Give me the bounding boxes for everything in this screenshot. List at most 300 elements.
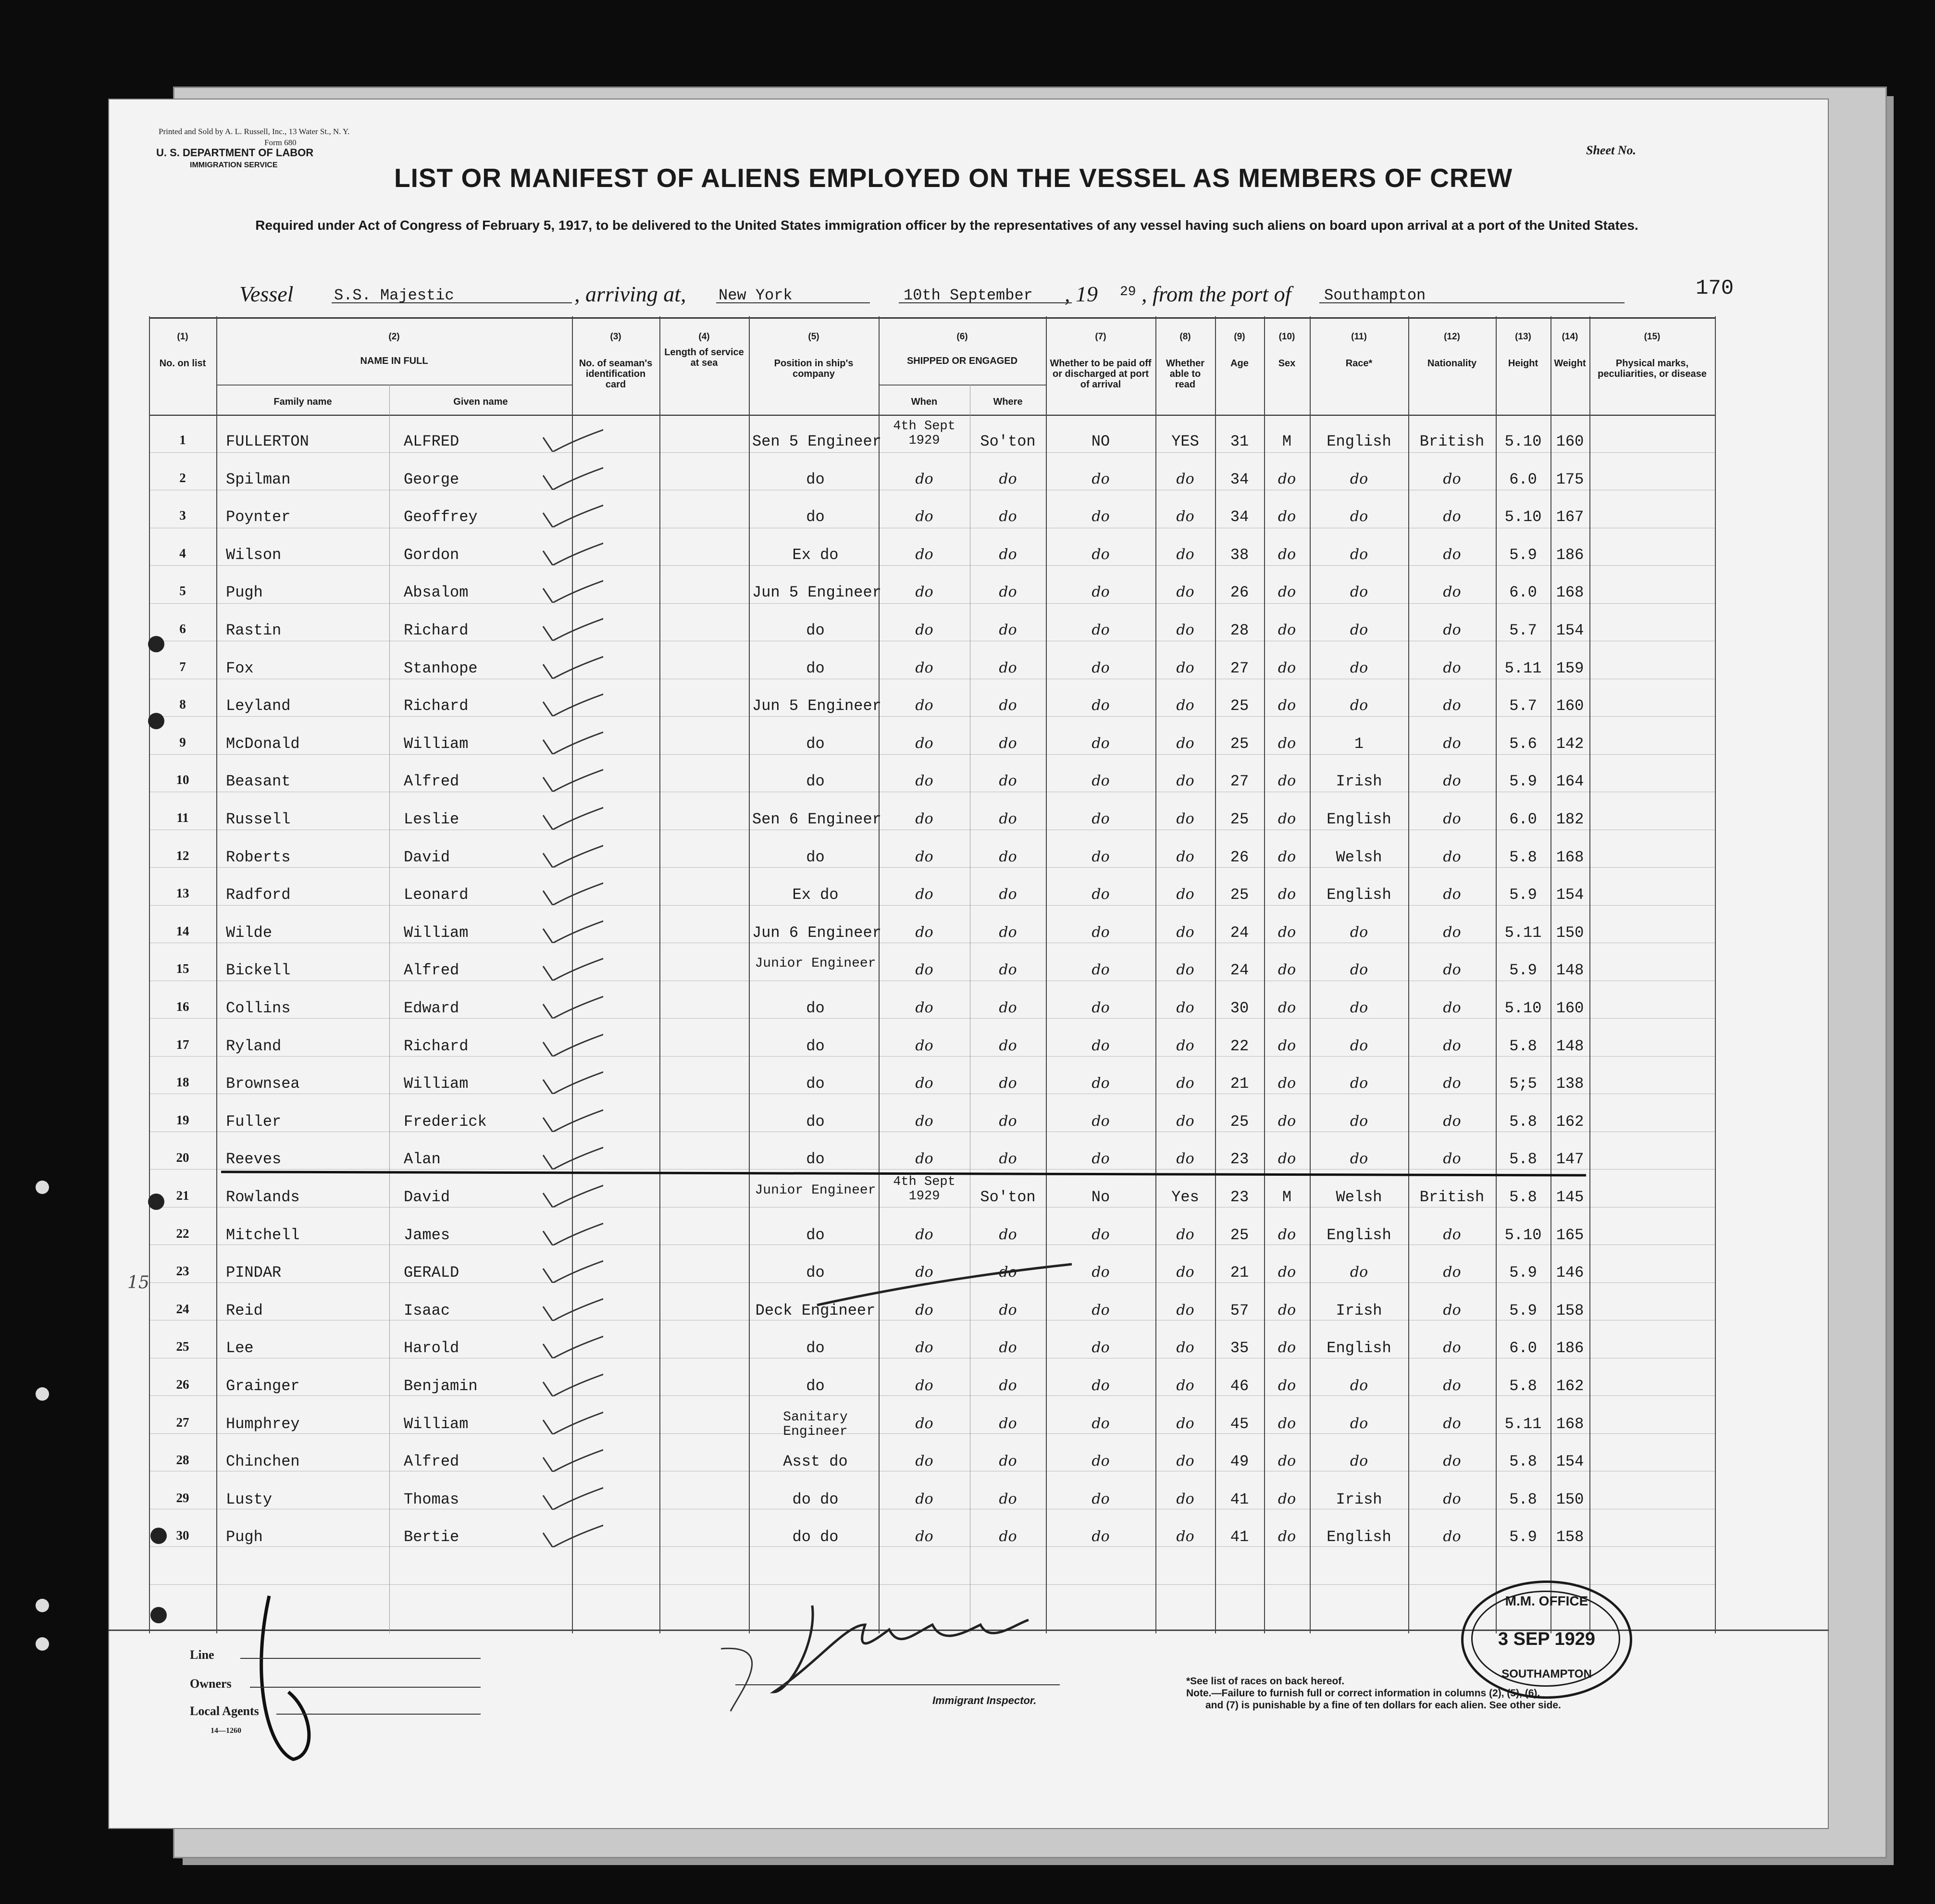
cell-family: Bickell [226,961,291,980]
cell-paid: do [1092,622,1110,638]
cell-family: Reid [226,1301,263,1319]
cell-read: do [1176,886,1194,903]
cell-race: do [1350,999,1368,1016]
cell-position: Junior Engineer [755,956,876,971]
cell-read: do [1176,1377,1194,1394]
cell-where: do [999,622,1017,638]
cell-race: English [1327,433,1391,450]
cell-no: 19 [176,1112,189,1127]
cell-sex: do [1278,772,1296,790]
cell-given: David [404,848,450,866]
cell-sex: do [1278,999,1296,1016]
cell-where: do [999,659,1017,676]
cell-age: 25 [1230,697,1249,715]
cell-when: do [915,1226,933,1243]
cell-race: English [1327,1339,1391,1357]
cell-nationality: do [1443,848,1461,865]
cell-race: do [1350,659,1368,676]
column-header-c2-label: NAME IN FULL [360,356,428,366]
cell-when: do [915,848,933,865]
cell-paid: do [1092,584,1110,601]
department-name: U. S. DEPARTMENT OF LABOR [156,147,314,159]
cell-nationality: do [1443,886,1461,903]
cell-position: do [806,734,825,753]
cell-weight: 162 [1556,1112,1584,1131]
cell-race: Welsh [1336,848,1382,866]
column-header-c11-label: Race* [1345,358,1373,369]
year-value: 29 [1120,285,1136,299]
inspector-label: Immigrant Inspector. [932,1694,1037,1706]
cell-given: William [404,1075,469,1093]
cell-read: do [1176,1226,1194,1243]
cell-paid: do [1092,508,1110,525]
cell-no: 16 [176,999,189,1014]
cell-family: Rowlands [226,1188,300,1206]
cell-paid: do [1092,546,1110,563]
cell-paid: do [1092,1037,1110,1054]
cell-paid: do [1092,923,1110,941]
cell-paid: do [1092,961,1110,979]
cell-no: 11 [176,810,189,825]
cell-position: Asst do [783,1453,848,1471]
cell-sex: do [1278,659,1296,676]
cell-no: 15 [176,961,189,976]
from-port-label: , from the port of [1141,282,1291,306]
cell-where: do [999,546,1017,563]
column-header-c12-num: (12) [1444,332,1460,342]
cell-where: do [999,886,1017,903]
cell-sex: do [1278,697,1296,714]
cell-given: Isaac [404,1301,450,1319]
cell-weight: 150 [1556,1490,1584,1508]
column-header-c7-label: Whether to be paid off or discharged at port of arrival [1050,358,1152,390]
cell-weight: 182 [1556,810,1584,828]
cell-paid: NO [1091,433,1110,450]
cell-race: do [1350,923,1368,941]
cell-no: 5 [179,584,186,598]
column-header-c8-label: Whether able to read [1166,358,1204,390]
cell-height: 5.9 [1509,546,1537,564]
cell-where: do [999,584,1017,601]
cell-nationality: do [1443,772,1461,790]
cell-position: Jun 5 Engineer [752,697,881,715]
cell-height: 5.10 [1504,433,1542,450]
cell-race: do [1350,1112,1368,1130]
vessel-label: Vessel [239,282,294,306]
footer-agents-label: Local Agents [190,1704,259,1718]
column-header-c12-label: Nationality [1427,358,1477,369]
cell-height: 5.8 [1509,1037,1537,1055]
cell-height: 5.10 [1504,508,1542,526]
cell-nationality: do [1443,1075,1461,1092]
column-header-c5-label: Position in ship's company [774,358,854,379]
cell-read: do [1176,659,1194,676]
cell-given: Harold [404,1339,459,1357]
cell-where: do [999,810,1017,827]
cell-where: do [999,470,1017,487]
cell-age: 21 [1230,1264,1249,1282]
cell-family: Mitchell [226,1226,300,1244]
cell-when: do [915,508,933,525]
cell-sex: do [1278,923,1296,941]
cell-age: 23 [1230,1150,1249,1169]
cell-given: William [404,734,469,753]
cell-nationality: do [1443,810,1461,827]
cell-given: Richard [404,697,469,715]
footer-line-label: Line [190,1648,214,1662]
cell-position: do [806,470,825,488]
cell-race: English [1327,1528,1391,1546]
cell-family: Lee [226,1339,254,1357]
cell-race: do [1350,622,1368,638]
cell-race: do [1350,697,1368,714]
cell-family: Pugh [226,1528,263,1546]
cell-no: 18 [176,1075,189,1090]
cell-no: 28 [176,1453,189,1468]
cell-read: do [1176,1528,1194,1545]
cell-paid: do [1092,1075,1110,1092]
cell-read: do [1176,697,1194,714]
cell-height: 5;5 [1509,1075,1537,1093]
cell-given: William [404,923,469,942]
cell-weight: 165 [1556,1226,1584,1244]
page-title: LIST OR MANIFEST OF ALIENS EMPLOYED ON THE VESSEL AS MEMBERS OF CREW [394,163,1513,193]
cell-given: Edward [404,999,459,1017]
cell-age: 28 [1230,622,1249,639]
cell-nationality: do [1443,734,1461,752]
vessel-name: S.S. Majestic [334,286,454,304]
cell-given: Absalom [404,584,469,602]
column-header-c2-num: (2) [388,332,400,342]
cell-weight: 147 [1556,1150,1584,1169]
cell-family: PINDAR [226,1264,282,1282]
cell-no: 8 [179,697,186,712]
stamp-top-text: M.M. OFFICE [1505,1593,1588,1608]
cell-read: do [1176,848,1194,865]
cell-when: do [915,1264,933,1281]
cell-given: Geoffrey [404,508,478,526]
cell-age: 25 [1230,1226,1249,1244]
cell-where: do [999,1264,1017,1281]
cell-position: Jun 5 Engineer [752,584,881,602]
cell-weight: 162 [1556,1377,1584,1395]
cell-where: do [999,1226,1017,1243]
cell-height: 5.8 [1509,1150,1537,1169]
cell-family: FULLERTON [226,433,309,450]
cell-family: Lusty [226,1490,273,1508]
cell-nationality: do [1443,622,1461,638]
column-header-c3-num: (3) [610,332,621,342]
cell-weight: 159 [1556,659,1584,677]
sheet-no-label: Sheet No. [1586,143,1636,157]
cell-position: do [806,1112,825,1131]
cell-read: do [1176,1112,1194,1130]
cell-height: 5.10 [1504,1226,1542,1244]
cell-where: do [999,1453,1017,1470]
cell-read: do [1176,1453,1194,1470]
cell-paid: do [1092,1339,1110,1356]
cell-position: Junior Engineer [755,1183,876,1198]
cell-position: Sen 6 Engineer [752,810,881,828]
cell-read: do [1176,1150,1194,1168]
cell-read: Yes [1171,1188,1199,1206]
cell-no: 12 [176,848,189,863]
cell-position: Deck Engineer [755,1301,876,1319]
column-header-c14-num: (14) [1562,332,1578,342]
cell-sex: do [1278,1490,1296,1507]
cell-family: Russell [226,810,291,828]
cell-family: Fuller [226,1112,282,1131]
cell-when: do [915,772,933,790]
cell-no: 24 [176,1301,189,1316]
column-header-c13-label: Height [1508,358,1538,369]
cell-age: 24 [1230,923,1249,942]
cell-read: do [1176,1264,1194,1281]
cell-height: 5.10 [1504,999,1542,1017]
cell-nationality: do [1443,697,1461,714]
column-header-c8-num: (8) [1179,332,1191,342]
cell-race: do [1350,546,1368,563]
cell-age: 25 [1230,810,1249,828]
cell-position: do [806,1037,825,1055]
arrival-date: 10th September [904,286,1033,304]
cell-sex: do [1278,1264,1296,1281]
cell-height: 5.9 [1509,1301,1537,1319]
cell-where: do [999,1150,1017,1168]
cell-where: do [999,1377,1017,1394]
cell-family: Wilson [226,546,282,564]
cell-no: 29 [176,1490,189,1505]
cell-weight: 142 [1556,734,1584,753]
cell-weight: 154 [1556,886,1584,904]
cell-nationality: British [1419,433,1485,450]
cell-no: 9 [179,734,186,749]
cell-family: McDonald [226,734,300,753]
cell-weight: 148 [1556,1037,1584,1055]
cell-when: do [915,999,933,1016]
form-number-bottom: 14—1260 [211,1727,241,1735]
cell-race: do [1350,1453,1368,1470]
cell-read: do [1176,470,1194,487]
cell-where: do [999,999,1017,1016]
cell-when: do [915,810,933,827]
cell-age: 27 [1230,772,1249,791]
cell-race: English [1327,886,1391,904]
cell-no: 22 [176,1226,189,1241]
cell-nationality: British [1419,1188,1485,1206]
cell-when: do [915,1112,933,1130]
cell-sex: do [1278,1112,1296,1130]
cell-position: do [806,508,825,526]
cell-age: 26 [1230,848,1249,866]
cell-paid: do [1092,659,1110,676]
cell-paid: do [1092,470,1110,487]
stamp-date: 3 SEP 1929 [1498,1629,1596,1649]
cell-read: do [1176,1490,1194,1507]
cell-no: 26 [176,1377,189,1392]
cell-age: 49 [1230,1453,1249,1471]
cell-sex: do [1278,622,1296,638]
arrival-port: New York [719,286,793,304]
cell-race: do [1350,584,1368,601]
cell-nationality: do [1443,1453,1461,1470]
cell-read: do [1176,622,1194,638]
column-header-c14-label: Weight [1554,358,1586,369]
cell-where: do [999,1037,1017,1054]
cell-sex: do [1278,546,1296,563]
cell-height: 5.11 [1504,923,1542,942]
cell-weight: 168 [1556,1415,1584,1433]
cell-nationality: do [1443,1150,1461,1168]
cell-read: do [1176,1301,1194,1319]
cell-no: 21 [176,1188,189,1203]
cell-read: do [1176,1339,1194,1356]
cell-family: Wilde [226,923,273,942]
column-header-c2-given: Given name [453,397,508,407]
cell-race: do [1350,470,1368,487]
cell-read: do [1176,1075,1194,1092]
service-name: IMMIGRATION SERVICE [190,161,278,169]
cell-no: 23 [176,1264,189,1279]
cell-family: Pugh [226,584,263,602]
cell-when: do [915,1377,933,1394]
cell-family: Reeves [226,1150,282,1169]
column-header-c10-num: (10) [1278,332,1295,342]
cell-paid: do [1092,1528,1110,1545]
cell-age: 26 [1230,584,1249,602]
cell-nationality: do [1443,1339,1461,1356]
cell-position: Ex do [792,546,839,564]
cell-race: English [1327,810,1391,828]
cell-position: do [806,1226,825,1244]
cell-age: 45 [1230,1415,1249,1433]
column-header-c5-num: (5) [808,332,819,342]
cell-height: 5.11 [1504,1415,1542,1433]
cell-given: George [404,470,459,488]
cell-sex: do [1278,734,1296,752]
cell-when: do [915,584,933,601]
cell-given: Leslie [404,810,459,828]
column-header-c6-num: (6) [956,332,968,342]
cell-where: do [999,923,1017,941]
cell-race: Irish [1336,1490,1382,1508]
fine-note: Note.—Failure to furnish full or correct information in columns (2), (5), (6), [1186,1688,1540,1699]
sheet-number: 170 [1696,276,1734,300]
cell-when: 4th Sept 1929 [893,419,955,448]
cell-given: Gordon [404,546,459,564]
cell-weight: 160 [1556,433,1584,450]
cell-paid: do [1092,1301,1110,1319]
cell-nationality: do [1443,999,1461,1016]
cell-sex: do [1278,1150,1296,1168]
cell-sex: do [1278,1453,1296,1470]
cell-where: do [999,1528,1017,1545]
cell-weight: 168 [1556,848,1584,866]
cell-family: Beasant [226,772,291,791]
cell-family: Rastin [226,622,282,639]
cell-position: do do [792,1490,839,1508]
cell-nationality: do [1443,1301,1461,1319]
cell-paid: do [1092,848,1110,865]
cell-race: do [1350,1037,1368,1054]
cell-race: do [1350,1415,1368,1432]
cell-position: Sen 5 Engineer [752,433,881,450]
cell-paid: do [1092,734,1110,752]
cell-weight: 186 [1556,1339,1584,1357]
cell-race: Welsh [1336,1188,1382,1206]
cell-given: Richard [404,622,469,639]
cell-when: do [915,1528,933,1545]
cell-read: do [1176,584,1194,601]
cell-height: 5.8 [1509,1490,1537,1508]
cell-paid: do [1092,1377,1110,1394]
cell-sex: do [1278,1226,1296,1243]
cell-weight: 145 [1556,1188,1584,1206]
cell-when: do [915,1037,933,1054]
cell-race: do [1350,1075,1368,1092]
cell-when: do [915,1150,933,1168]
cell-paid: do [1092,1453,1110,1470]
cell-family: Collins [226,999,291,1017]
cell-no: 14 [176,923,189,938]
column-header-c7-num: (7) [1095,332,1106,342]
cell-race: do [1350,1264,1368,1281]
cell-given: Alan [404,1150,441,1169]
cell-read: do [1176,734,1194,752]
cell-sex: do [1278,1528,1296,1545]
cell-height: 5.6 [1509,734,1537,753]
cell-paid: do [1092,810,1110,827]
cell-when: do [915,734,933,752]
cell-family: Ryland [226,1037,282,1055]
cell-weight: 138 [1556,1075,1584,1093]
cell-where: do [999,1415,1017,1432]
cell-when: do [915,659,933,676]
cell-given: William [404,1415,469,1433]
cell-age: 21 [1230,1075,1249,1093]
cell-sex: do [1278,1415,1296,1432]
cell-height: 5.9 [1509,1528,1537,1546]
cell-nationality: do [1443,508,1461,525]
column-header-c11-num: (11) [1351,332,1367,342]
cell-read: YES [1171,433,1199,450]
cell-no: 13 [176,886,189,901]
cell-age: 25 [1230,886,1249,904]
cell-sex: M [1282,1188,1292,1206]
cell-when: do [915,886,933,903]
cell-height: 5.9 [1509,961,1537,980]
cell-read: do [1176,961,1194,979]
cell-given: Benjamin [404,1377,478,1395]
cell-sex: do [1278,886,1296,903]
cell-age: 25 [1230,1112,1249,1131]
cell-nationality: do [1443,1377,1461,1394]
cell-where: So'ton [980,433,1036,450]
cell-no: 17 [176,1037,189,1052]
cell-when: 4th Sept 1929 [893,1175,955,1204]
cell-given: Alfred [404,1453,459,1471]
cell-position: do [806,1075,825,1093]
cell-age: 30 [1230,999,1249,1017]
stamp-bottom-text: SOUTHAMPTON [1501,1668,1592,1680]
cell-height: 6.0 [1509,584,1537,602]
cell-nationality: do [1443,923,1461,941]
cell-paid: do [1092,1415,1110,1432]
cell-sex: do [1278,1377,1296,1394]
cell-when: do [915,470,933,487]
cell-nationality: do [1443,1264,1461,1281]
cell-height: 5.8 [1509,1453,1537,1471]
